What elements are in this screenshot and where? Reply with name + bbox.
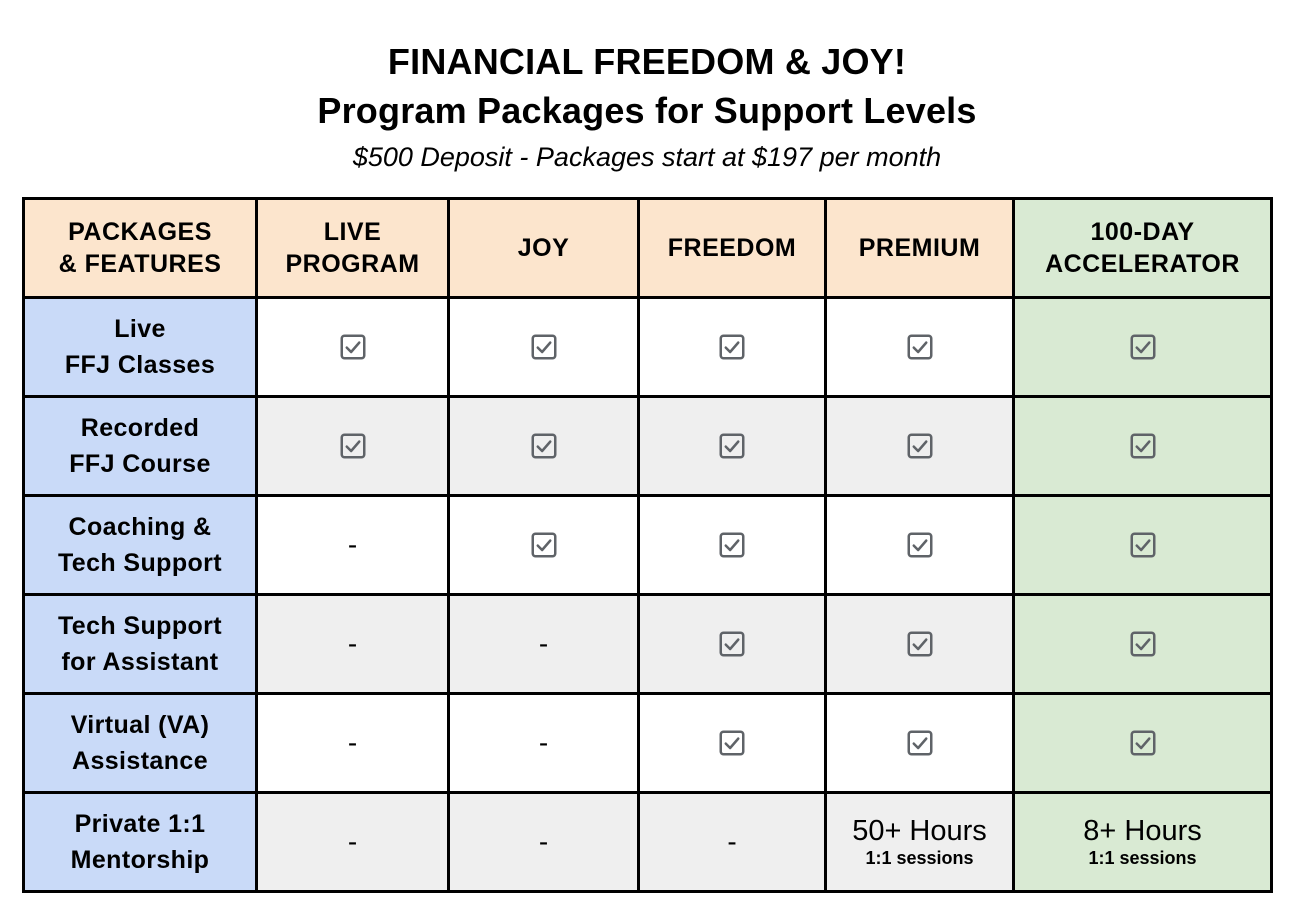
- column-header-premium: PREMIUM: [826, 199, 1014, 298]
- checkbox-checked-icon: [905, 431, 935, 461]
- table-row: [24, 595, 1272, 694]
- table-cell: [826, 298, 1014, 397]
- not-included-dash: -: [347, 529, 358, 560]
- table-cell: [639, 298, 826, 397]
- table-body: [24, 298, 1272, 892]
- table-row: [24, 397, 1272, 496]
- table-cell: [639, 496, 826, 595]
- column-header-joy: JOY: [449, 199, 639, 298]
- not-included-dash: -: [347, 727, 358, 758]
- column-header-live-program: LIVE PROGRAM: [257, 199, 449, 298]
- table-cell: [257, 298, 449, 397]
- table-row: [24, 793, 1272, 892]
- table-cell: [449, 496, 639, 595]
- not-included-dash: -: [538, 826, 549, 857]
- not-included-dash: -: [347, 628, 358, 659]
- packages-table: [22, 197, 1273, 893]
- table-cell: [449, 595, 639, 694]
- table-cell: [639, 595, 826, 694]
- checkbox-checked-icon: [717, 431, 747, 461]
- checkbox-checked-icon: [717, 728, 747, 758]
- table-row: [24, 694, 1272, 793]
- checkbox-checked-icon: [905, 629, 935, 659]
- mentorship-sessions-label: 1:1 sessions: [1088, 848, 1197, 868]
- table-cell: [1014, 793, 1272, 892]
- checkbox-checked-icon: [1128, 728, 1158, 758]
- column-header-packages-features: PACKAGES & FEATURES: [24, 199, 257, 298]
- table-cell: [257, 694, 449, 793]
- table-cell: [1014, 397, 1272, 496]
- checkbox-checked-icon: [529, 332, 559, 362]
- table-header-row: [24, 199, 1272, 298]
- page-title: FINANCIAL FREEDOM & JOY!: [387, 41, 907, 82]
- table-cell: [639, 694, 826, 793]
- column-header-100-day-accelerator: 100-DAY ACCELERATOR: [1014, 199, 1272, 298]
- checkbox-checked-icon: [1128, 431, 1158, 461]
- page-subtitle: $500 Deposit - Packages start at $197 per month: [352, 142, 942, 172]
- table-row: [24, 298, 1272, 397]
- not-included-dash: -: [538, 727, 549, 758]
- table-cell: [257, 595, 449, 694]
- table-cell: [1014, 694, 1272, 793]
- feature-label: Recorded FFJ Course: [24, 397, 257, 496]
- checkbox-checked-icon: [905, 530, 935, 560]
- table-cell: [1014, 496, 1272, 595]
- table-cell: [826, 397, 1014, 496]
- table-cell: [639, 793, 826, 892]
- feature-label: Private 1:1 Mentorship: [24, 793, 257, 892]
- table-cell: [1014, 595, 1272, 694]
- table-cell: [449, 793, 639, 892]
- checkbox-checked-icon: [1128, 332, 1158, 362]
- checkbox-checked-icon: [717, 332, 747, 362]
- not-included-dash: -: [347, 826, 358, 857]
- table-cell: [449, 298, 639, 397]
- checkbox-checked-icon: [905, 728, 935, 758]
- table-cell: [1014, 298, 1272, 397]
- page-title-secondary: Program Packages for Support Levels: [317, 90, 977, 131]
- feature-label: Tech Support for Assistant: [24, 595, 257, 694]
- mentorship-hours: 50+ Hours: [852, 815, 987, 847]
- checkbox-checked-icon: [717, 530, 747, 560]
- table-cell: [639, 397, 826, 496]
- table-cell: [257, 793, 449, 892]
- mentorship-hours: 8+ Hours: [1083, 815, 1202, 847]
- column-header-freedom: FREEDOM: [639, 199, 826, 298]
- checkbox-checked-icon: [1128, 530, 1158, 560]
- checkbox-checked-icon: [717, 629, 747, 659]
- feature-label: Virtual (VA) Assistance: [24, 694, 257, 793]
- not-included-dash: -: [727, 826, 737, 857]
- table-cell: [257, 397, 449, 496]
- checkbox-checked-icon: [338, 332, 368, 362]
- page-header: [0, 38, 1294, 178]
- checkbox-checked-icon: [529, 530, 559, 560]
- checkbox-checked-icon: [338, 431, 368, 461]
- table-cell: [449, 694, 639, 793]
- table-row: [24, 496, 1272, 595]
- not-included-dash: -: [538, 628, 549, 659]
- mentorship-sessions-label: 1:1 sessions: [865, 848, 974, 868]
- feature-label: Live FFJ Classes: [24, 298, 257, 397]
- feature-label: Coaching & Tech Support: [24, 496, 257, 595]
- checkbox-checked-icon: [1128, 629, 1158, 659]
- checkbox-checked-icon: [529, 431, 559, 461]
- table-cell: [826, 595, 1014, 694]
- table-cell: [826, 793, 1014, 892]
- checkbox-checked-icon: [905, 332, 935, 362]
- table-cell: [826, 496, 1014, 595]
- table-cell: [826, 694, 1014, 793]
- table-cell: [257, 496, 449, 595]
- table-cell: [449, 397, 639, 496]
